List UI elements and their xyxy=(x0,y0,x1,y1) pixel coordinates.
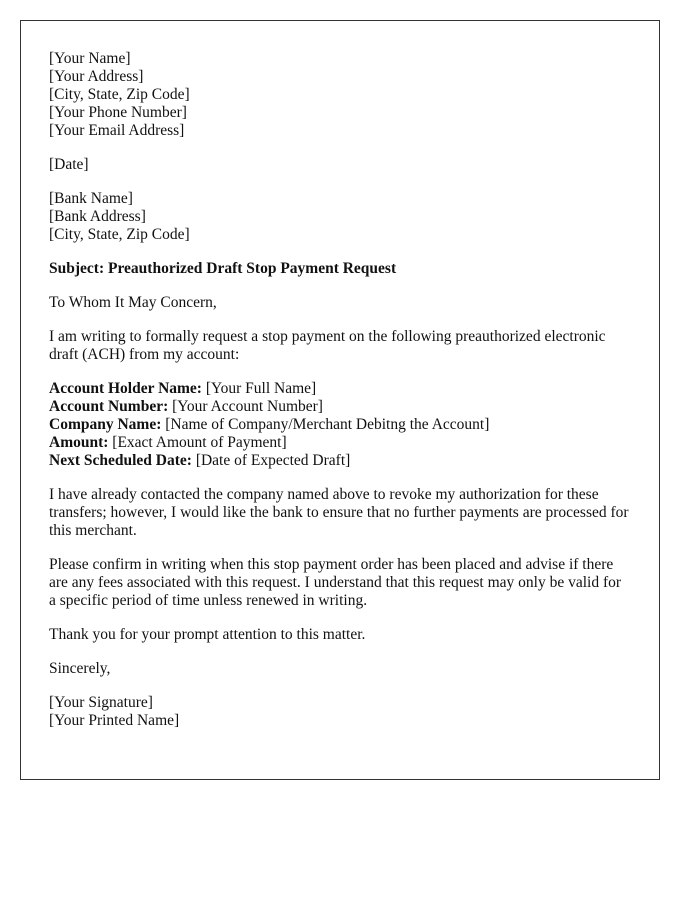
signature-block xyxy=(49,694,631,730)
detail-next-date xyxy=(49,452,631,470)
detail-value: [Your Account Number] xyxy=(168,398,323,415)
bank-address: [Bank Address] xyxy=(49,208,146,225)
detail-label: Next Scheduled Date: xyxy=(49,452,192,469)
sender-address: [Your Address] xyxy=(49,68,144,85)
revocation-paragraph: I have already contacted the company named above to revoke my authorization for these transfers; however, I would like the bank to ensure that no further payments are processed for this merchant. xyxy=(49,486,629,539)
bank-city-state-zip: [City, State, Zip Code] xyxy=(49,226,190,243)
signature: [Your Signature] xyxy=(49,694,153,711)
letter-date: [Date] xyxy=(49,156,89,173)
detail-label: Account Holder Name: xyxy=(49,380,202,397)
subject-block xyxy=(49,260,631,278)
detail-value: [Your Full Name] xyxy=(201,380,317,397)
printed-name: [Your Printed Name] xyxy=(49,712,180,729)
date-block xyxy=(49,156,631,174)
closing: Sincerely, xyxy=(49,660,111,677)
detail-value: [Exact Amount of Payment] xyxy=(108,434,287,451)
detail-amount xyxy=(49,434,631,452)
recipient-block xyxy=(49,190,631,244)
closing-block xyxy=(49,660,631,678)
detail-label: Account Number: xyxy=(49,398,169,415)
detail-account-number xyxy=(49,398,631,416)
thanks-line: Thank you for your prompt attention to this matter. xyxy=(49,626,366,643)
bank-name: [Bank Name] xyxy=(49,190,133,207)
detail-label: Amount: xyxy=(49,434,109,451)
sender-block xyxy=(49,50,631,140)
thanks-block xyxy=(49,626,631,644)
sender-email: [Your Email Address] xyxy=(49,122,185,139)
detail-company-name xyxy=(49,416,631,434)
detail-value: [Name of Company/Merchant Debitng the Account] xyxy=(161,416,490,433)
letter-page xyxy=(20,20,660,780)
sender-phone: [Your Phone Number] xyxy=(49,104,187,121)
subject-line: Subject: Preauthorized Draft Stop Payment Request xyxy=(49,260,397,277)
salutation-block xyxy=(49,294,631,312)
detail-label: Company Name: xyxy=(49,416,162,433)
detail-account-holder xyxy=(49,380,631,398)
sender-city-state-zip: [City, State, Zip Code] xyxy=(49,86,190,103)
detail-value: [Date of Expected Draft] xyxy=(191,452,351,469)
details-block xyxy=(49,380,631,470)
salutation: To Whom It May Concern, xyxy=(49,294,217,311)
sender-name: [Your Name] xyxy=(49,50,131,67)
intro-paragraph: I am writing to formally request a stop payment on the following preauthorized electronic draft (ACH) from my account: xyxy=(49,328,606,363)
confirmation-paragraph: Please confirm in writing when this stop payment order has been placed and advise if there are any fees associated with this request. I understand that this request may only be valid for a specific period of time unless renewed in writing. xyxy=(49,556,622,609)
